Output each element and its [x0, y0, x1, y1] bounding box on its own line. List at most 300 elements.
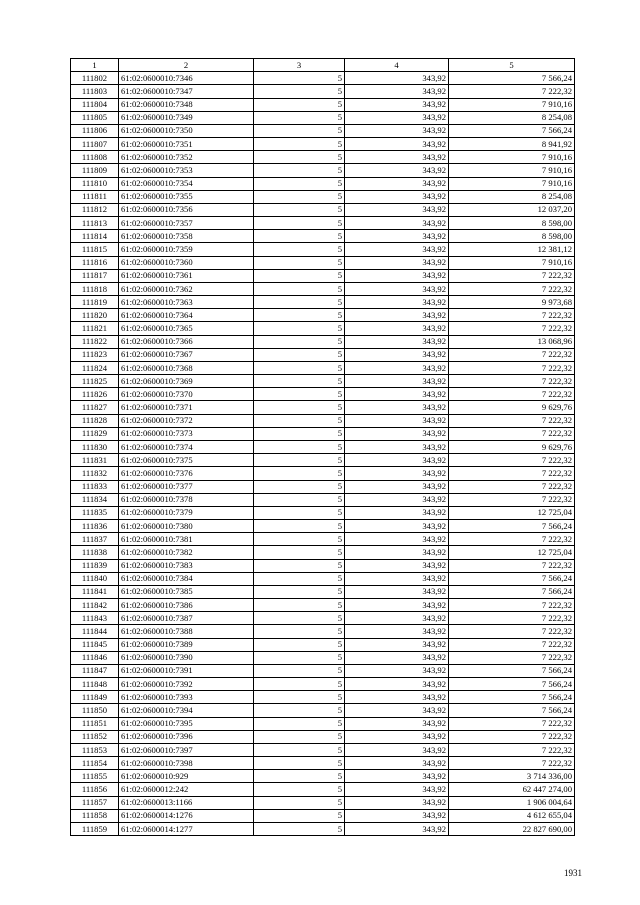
- table-cell: 61:02:0600010:7390: [119, 651, 254, 664]
- table-cell: 343,92: [345, 440, 449, 453]
- table-cell: 5: [254, 361, 345, 374]
- table-cell: 343,92: [345, 124, 449, 137]
- table-cell: 111806: [71, 124, 119, 137]
- table-row: [71, 533, 575, 546]
- table-row: [71, 296, 575, 309]
- table-row: [71, 309, 575, 322]
- table-cell: 7 566,24: [449, 678, 575, 691]
- table-cell: 343,92: [345, 572, 449, 585]
- table-cell: 111812: [71, 203, 119, 216]
- table-cell: 8 598,00: [449, 217, 575, 230]
- table-cell: 111818: [71, 282, 119, 295]
- table-row: [71, 664, 575, 677]
- table-cell: 343,92: [345, 664, 449, 677]
- table-cell: 343,92: [345, 203, 449, 216]
- table-row: [71, 467, 575, 480]
- table-cell: 7 566,24: [449, 585, 575, 598]
- table-cell: 343,92: [345, 335, 449, 348]
- table-cell: 343,92: [345, 164, 449, 177]
- table-cell: 5: [254, 493, 345, 506]
- table-cell: 5: [254, 506, 345, 519]
- table-row: [71, 177, 575, 190]
- table-cell: 61:02:0600010:7383: [119, 559, 254, 572]
- table-cell: 5: [254, 72, 345, 85]
- table-cell: 5: [254, 770, 345, 783]
- table-row: [71, 190, 575, 203]
- table-cell: 8 941,92: [449, 138, 575, 151]
- table-cell: 111859: [71, 822, 119, 835]
- table-cell: 111835: [71, 506, 119, 519]
- table-cell: 5: [254, 217, 345, 230]
- table-cell: 5: [254, 203, 345, 216]
- table-cell: 5: [254, 309, 345, 322]
- table-cell: 5: [254, 282, 345, 295]
- table-cell: 343,92: [345, 361, 449, 374]
- table-cell: 5: [254, 401, 345, 414]
- table-cell: 61:02:0600010:7348: [119, 98, 254, 111]
- table-cell: 7 222,32: [449, 743, 575, 756]
- table-cell: 7 222,32: [449, 757, 575, 770]
- table-cell: 343,92: [345, 533, 449, 546]
- table-cell: 61:02:0600010:7375: [119, 454, 254, 467]
- table-cell: 343,92: [345, 454, 449, 467]
- table-cell: 1 906 004,64: [449, 796, 575, 809]
- table-row: [71, 256, 575, 269]
- table-cell: 61:02:0600010:7386: [119, 599, 254, 612]
- table-cell: 7 566,24: [449, 520, 575, 533]
- table-header-row: [71, 59, 575, 72]
- table-cell: 61:02:0600010:7354: [119, 177, 254, 190]
- table-cell: 7 910,16: [449, 164, 575, 177]
- column-header: 3: [254, 59, 345, 72]
- table-cell: 5: [254, 783, 345, 796]
- table-cell: 7 566,24: [449, 572, 575, 585]
- table-cell: 7 566,24: [449, 124, 575, 137]
- table-cell: 111811: [71, 190, 119, 203]
- table-cell: 12 725,04: [449, 506, 575, 519]
- table-cell: 7 222,32: [449, 480, 575, 493]
- table-cell: 61:02:0600010:7365: [119, 322, 254, 335]
- table-cell: 61:02:0600010:7361: [119, 269, 254, 282]
- table-cell: 5: [254, 256, 345, 269]
- table-cell: 7 222,32: [449, 375, 575, 388]
- table-cell: 5: [254, 177, 345, 190]
- table-cell: 343,92: [345, 256, 449, 269]
- table-cell: 111821: [71, 322, 119, 335]
- table-cell: 343,92: [345, 717, 449, 730]
- table-cell: 5: [254, 454, 345, 467]
- table-cell: 343,92: [345, 151, 449, 164]
- table-row: [71, 625, 575, 638]
- table-cell: 9 629,76: [449, 440, 575, 453]
- table-row: [71, 691, 575, 704]
- table-cell: 7 222,32: [449, 493, 575, 506]
- table-cell: 5: [254, 85, 345, 98]
- table-cell: 5: [254, 322, 345, 335]
- table-cell: 343,92: [345, 704, 449, 717]
- table-cell: 8 598,00: [449, 230, 575, 243]
- table-cell: 343,92: [345, 269, 449, 282]
- table-cell: 61:02:0600010:7357: [119, 217, 254, 230]
- table-cell: 111810: [71, 177, 119, 190]
- table-cell: 5: [254, 375, 345, 388]
- table-cell: 9 629,76: [449, 401, 575, 414]
- table-row: [71, 348, 575, 361]
- table-cell: 7 222,32: [449, 269, 575, 282]
- table-cell: 61:02:0600010:7363: [119, 296, 254, 309]
- table-cell: 343,92: [345, 506, 449, 519]
- table-cell: 61:02:0600010:7398: [119, 757, 254, 770]
- table-cell: 111807: [71, 138, 119, 151]
- table-cell: 7 222,32: [449, 85, 575, 98]
- table-cell: 61:02:0600010:7397: [119, 743, 254, 756]
- table-cell: 61:02:0600010:7395: [119, 717, 254, 730]
- table-cell: 61:02:0600014:1276: [119, 809, 254, 822]
- table-cell: 12 725,04: [449, 546, 575, 559]
- table-cell: 343,92: [345, 546, 449, 559]
- table-cell: 111843: [71, 612, 119, 625]
- table-cell: 343,92: [345, 770, 449, 783]
- table-cell: 111824: [71, 361, 119, 374]
- table-row: [71, 638, 575, 651]
- table-cell: 7 910,16: [449, 151, 575, 164]
- table-cell: 61:02:0600010:7364: [119, 309, 254, 322]
- table-cell: 61:02:0600010:7380: [119, 520, 254, 533]
- table-cell: 111846: [71, 651, 119, 664]
- table-row: [71, 506, 575, 519]
- table-cell: 111803: [71, 85, 119, 98]
- table-cell: 5: [254, 388, 345, 401]
- table-cell: 61:02:0600010:7356: [119, 203, 254, 216]
- table-cell: 343,92: [345, 467, 449, 480]
- table-row: [71, 546, 575, 559]
- table-row: [71, 111, 575, 124]
- table-cell: 61:02:0600010:7382: [119, 546, 254, 559]
- table-cell: 61:02:0600010:7346: [119, 72, 254, 85]
- table-cell: 5: [254, 625, 345, 638]
- table-cell: 3 714 336,00: [449, 770, 575, 783]
- table-cell: 5: [254, 164, 345, 177]
- table-cell: 7 910,16: [449, 177, 575, 190]
- table-cell: 111805: [71, 111, 119, 124]
- table-cell: 61:02:0600010:7370: [119, 388, 254, 401]
- table-cell: 7 222,32: [449, 559, 575, 572]
- table-cell: 343,92: [345, 388, 449, 401]
- table-cell: 7 222,32: [449, 638, 575, 651]
- table-cell: 111834: [71, 493, 119, 506]
- table-cell: 5: [254, 822, 345, 835]
- table-cell: 111826: [71, 388, 119, 401]
- table-cell: 111847: [71, 664, 119, 677]
- page-number: 1931: [564, 868, 582, 878]
- table-cell: 61:02:0600010:7391: [119, 664, 254, 677]
- table-cell: 111829: [71, 427, 119, 440]
- table-cell: 5: [254, 678, 345, 691]
- table-cell: 343,92: [345, 520, 449, 533]
- table-cell: 61:02:0600010:7378: [119, 493, 254, 506]
- table-row: [71, 361, 575, 374]
- table-cell: 7 222,32: [449, 414, 575, 427]
- table-cell: 61:02:0600010:7388: [119, 625, 254, 638]
- table-row: [71, 151, 575, 164]
- table-cell: 343,92: [345, 638, 449, 651]
- table-row: [71, 427, 575, 440]
- table-cell: 61:02:0600010:7347: [119, 85, 254, 98]
- table-cell: 343,92: [345, 480, 449, 493]
- table-cell: 343,92: [345, 111, 449, 124]
- table-cell: 5: [254, 98, 345, 111]
- table-cell: 343,92: [345, 757, 449, 770]
- table-cell: 61:02:0600010:7372: [119, 414, 254, 427]
- table-row: [71, 414, 575, 427]
- table-cell: 61:02:0600010:7377: [119, 480, 254, 493]
- table-cell: 5: [254, 599, 345, 612]
- table-cell: 7 222,32: [449, 625, 575, 638]
- table-row: [71, 822, 575, 835]
- table-cell: 5: [254, 612, 345, 625]
- table-cell: 111823: [71, 348, 119, 361]
- table-cell: 343,92: [345, 72, 449, 85]
- table-row: [71, 572, 575, 585]
- table-cell: 12 381,12: [449, 243, 575, 256]
- table-cell: 13 068,96: [449, 335, 575, 348]
- table-row: [71, 796, 575, 809]
- table-cell: 5: [254, 743, 345, 756]
- table-cell: 343,92: [345, 348, 449, 361]
- table-cell: 111809: [71, 164, 119, 177]
- table-cell: 5: [254, 796, 345, 809]
- table-cell: 7 222,32: [449, 427, 575, 440]
- table-cell: 61:02:0600010:7373: [119, 427, 254, 440]
- table-row: [71, 269, 575, 282]
- table-cell: 111831: [71, 454, 119, 467]
- table-cell: 5: [254, 440, 345, 453]
- table-cell: 61:02:0600010:7360: [119, 256, 254, 269]
- table-cell: 61:02:0600010:7355: [119, 190, 254, 203]
- table-cell: 111825: [71, 375, 119, 388]
- table-row: [71, 493, 575, 506]
- table-row: [71, 599, 575, 612]
- table-cell: 5: [254, 296, 345, 309]
- table-cell: 61:02:0600010:7393: [119, 691, 254, 704]
- table-cell: 5: [254, 651, 345, 664]
- table-cell: 111820: [71, 309, 119, 322]
- table-cell: 7 222,32: [449, 282, 575, 295]
- table-cell: 61:02:0600010:7384: [119, 572, 254, 585]
- table-row: [71, 72, 575, 85]
- table-row: [71, 230, 575, 243]
- table-cell: 5: [254, 638, 345, 651]
- table-row: [71, 651, 575, 664]
- table-cell: 5: [254, 190, 345, 203]
- table-cell: 111802: [71, 72, 119, 85]
- table-cell: 7 222,32: [449, 730, 575, 743]
- table-cell: 7 222,32: [449, 348, 575, 361]
- table-cell: 343,92: [345, 730, 449, 743]
- table-cell: 61:02:0600010:7366: [119, 335, 254, 348]
- table-cell: 111858: [71, 809, 119, 822]
- table-row: [71, 85, 575, 98]
- table-cell: 61:02:0600010:7350: [119, 124, 254, 137]
- table-cell: 5: [254, 243, 345, 256]
- table-cell: 5: [254, 757, 345, 770]
- table-cell: 343,92: [345, 322, 449, 335]
- table-cell: 5: [254, 559, 345, 572]
- table-row: [71, 717, 575, 730]
- table-cell: 5: [254, 335, 345, 348]
- table-cell: 61:02:0600010:7349: [119, 111, 254, 124]
- table-cell: 343,92: [345, 98, 449, 111]
- table-cell: 5: [254, 467, 345, 480]
- table-row: [71, 770, 575, 783]
- table-cell: 5: [254, 572, 345, 585]
- table-cell: 7 222,32: [449, 533, 575, 546]
- table-cell: 61:02:0600010:7358: [119, 230, 254, 243]
- table-cell: 5: [254, 664, 345, 677]
- table-cell: 61:02:0600010:7352: [119, 151, 254, 164]
- table-cell: 111804: [71, 98, 119, 111]
- table-cell: 343,92: [345, 401, 449, 414]
- table-row: [71, 454, 575, 467]
- table-cell: 343,92: [345, 585, 449, 598]
- table-cell: 5: [254, 546, 345, 559]
- table-cell: 111856: [71, 783, 119, 796]
- table-cell: 7 910,16: [449, 256, 575, 269]
- table-cell: 7 566,24: [449, 664, 575, 677]
- table-cell: 61:02:0600012:242: [119, 783, 254, 796]
- table-cell: 343,92: [345, 243, 449, 256]
- table-cell: 5: [254, 585, 345, 598]
- table-row: [71, 585, 575, 598]
- table-cell: 111857: [71, 796, 119, 809]
- table-cell: 61:02:0600010:7362: [119, 282, 254, 295]
- table-row: [71, 124, 575, 137]
- table-cell: 343,92: [345, 625, 449, 638]
- table-cell: 111832: [71, 467, 119, 480]
- column-header: 1: [71, 59, 119, 72]
- table-cell: 61:02:0600010:7389: [119, 638, 254, 651]
- table-cell: 111844: [71, 625, 119, 638]
- table-cell: 12 037,20: [449, 203, 575, 216]
- table-row: [71, 612, 575, 625]
- column-header: 4: [345, 59, 449, 72]
- table-cell: 111822: [71, 335, 119, 348]
- table-cell: 111838: [71, 546, 119, 559]
- table-cell: 111852: [71, 730, 119, 743]
- table-cell: 7 222,32: [449, 454, 575, 467]
- table-cell: 343,92: [345, 309, 449, 322]
- table-cell: 5: [254, 111, 345, 124]
- table-cell: 7 566,24: [449, 704, 575, 717]
- table-cell: 5: [254, 809, 345, 822]
- table-cell: 111833: [71, 480, 119, 493]
- table-row: [71, 440, 575, 453]
- table-cell: 111817: [71, 269, 119, 282]
- table-cell: 5: [254, 704, 345, 717]
- table-cell: 343,92: [345, 190, 449, 203]
- table-cell: 343,92: [345, 296, 449, 309]
- table-row: [71, 730, 575, 743]
- table-cell: 343,92: [345, 743, 449, 756]
- table-cell: 61:02:0600010:7353: [119, 164, 254, 177]
- table-cell: 61:02:0600010:7376: [119, 467, 254, 480]
- table-cell: 61:02:0600010:7396: [119, 730, 254, 743]
- table-cell: 343,92: [345, 651, 449, 664]
- table-body: [71, 72, 575, 836]
- table-cell: 7 222,32: [449, 361, 575, 374]
- table-cell: 111836: [71, 520, 119, 533]
- table-row: [71, 783, 575, 796]
- column-header: 2: [119, 59, 254, 72]
- table-cell: 343,92: [345, 783, 449, 796]
- table-row: [71, 282, 575, 295]
- table-cell: 7 566,24: [449, 691, 575, 704]
- table-cell: 343,92: [345, 599, 449, 612]
- table-cell: 111814: [71, 230, 119, 243]
- table-cell: 343,92: [345, 427, 449, 440]
- table-cell: 61:02:0600010:7368: [119, 361, 254, 374]
- table-cell: 5: [254, 520, 345, 533]
- table-cell: 5: [254, 348, 345, 361]
- table-row: [71, 559, 575, 572]
- table-cell: 61:02:0600010:7369: [119, 375, 254, 388]
- table-row: [71, 322, 575, 335]
- table-cell: 7 910,16: [449, 98, 575, 111]
- table-cell: 343,92: [345, 678, 449, 691]
- table-row: [71, 757, 575, 770]
- table-cell: 9 973,68: [449, 296, 575, 309]
- table-cell: 7 566,24: [449, 72, 575, 85]
- table-cell: 61:02:0600010:7367: [119, 348, 254, 361]
- table-cell: 111842: [71, 599, 119, 612]
- table-cell: 5: [254, 691, 345, 704]
- table-cell: 111850: [71, 704, 119, 717]
- table-cell: 343,92: [345, 414, 449, 427]
- table-cell: 111827: [71, 401, 119, 414]
- table-cell: 7 222,32: [449, 599, 575, 612]
- table-cell: 343,92: [345, 138, 449, 151]
- table-cell: 61:02:0600014:1277: [119, 822, 254, 835]
- data-table: [70, 58, 575, 836]
- table-cell: 343,92: [345, 559, 449, 572]
- table-cell: 61:02:0600010:7392: [119, 678, 254, 691]
- table-row: [71, 375, 575, 388]
- table-cell: 61:02:0600010:7379: [119, 506, 254, 519]
- table-cell: 111854: [71, 757, 119, 770]
- table-row: [71, 520, 575, 533]
- table-cell: 5: [254, 124, 345, 137]
- table-row: [71, 401, 575, 414]
- table-cell: 61:02:0600010:7351: [119, 138, 254, 151]
- table-cell: 61:02:0600010:7371: [119, 401, 254, 414]
- table-cell: 4 612 655,04: [449, 809, 575, 822]
- table-cell: 8 254,08: [449, 190, 575, 203]
- table-cell: 5: [254, 480, 345, 493]
- table-cell: 343,92: [345, 796, 449, 809]
- table-cell: 111848: [71, 678, 119, 691]
- table-cell: 343,92: [345, 282, 449, 295]
- table-cell: 7 222,32: [449, 388, 575, 401]
- table-cell: 111855: [71, 770, 119, 783]
- table-cell: 343,92: [345, 230, 449, 243]
- table-cell: 61:02:0600010:7381: [119, 533, 254, 546]
- table-cell: 22 827 690,00: [449, 822, 575, 835]
- table-row: [71, 243, 575, 256]
- table-cell: 7 222,32: [449, 322, 575, 335]
- table-cell: 5: [254, 717, 345, 730]
- table-cell: 343,92: [345, 177, 449, 190]
- table-row: [71, 704, 575, 717]
